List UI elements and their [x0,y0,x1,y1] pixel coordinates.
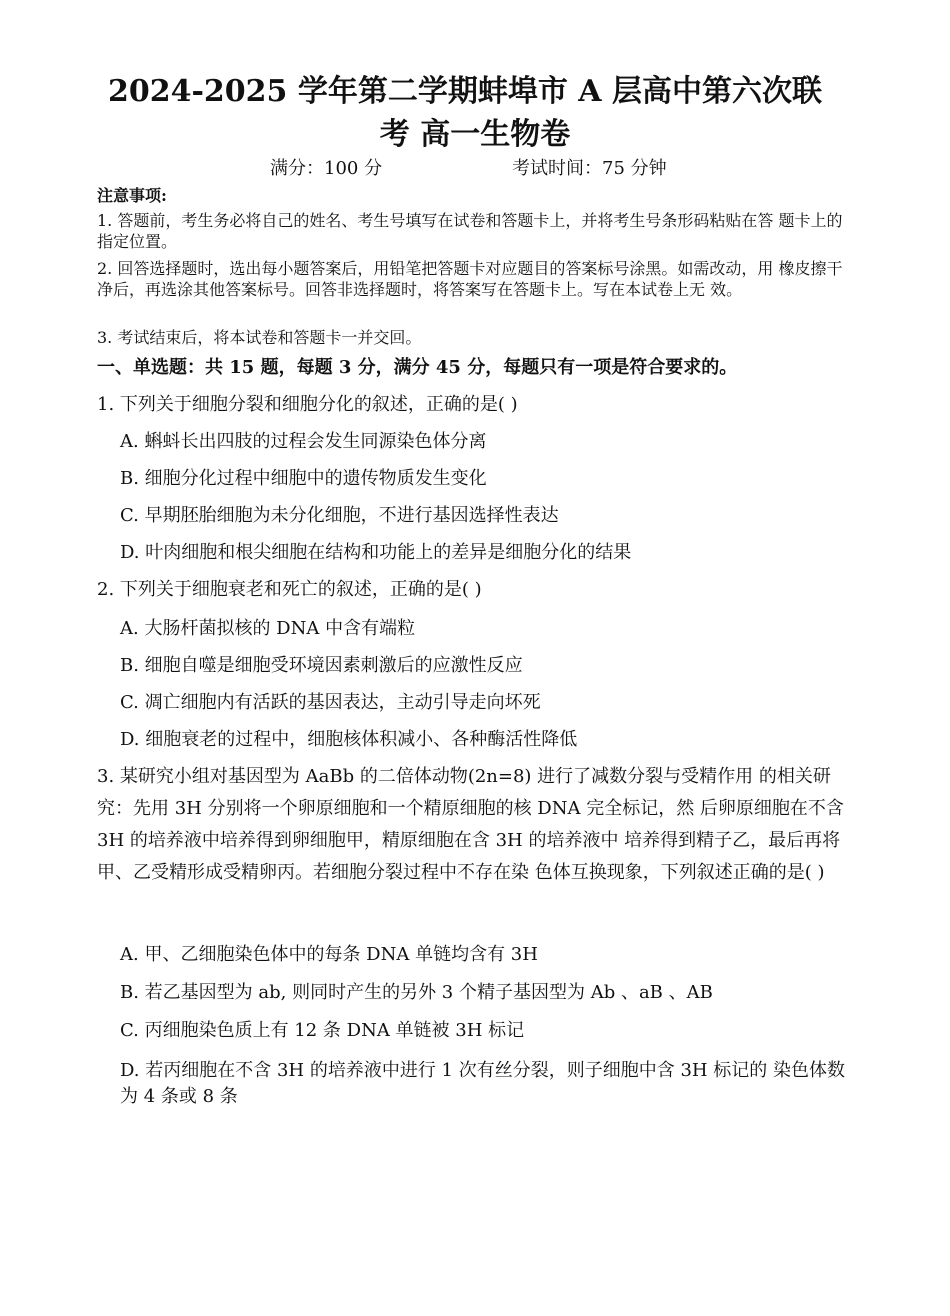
question-2-option-b: B. 细胞自噬是细胞受环境因素刺激后的应激性反应 [120,655,523,676]
question-3-option-a: A. 甲、乙细胞染色体中的每条 DNA 单链均含有 3H [120,944,538,965]
question-1-option-d: D. 叶肉细胞和根尖细胞在结构和功能上的差异是细胞分化的结果 [120,542,632,563]
question-1-option-c: C. 早期胚胎细胞为未分化细胞，不进行基因选择性表达 [120,505,559,526]
question-1-stem: 1. 下列关于细胞分裂和细胞分化的叙述，正确的是( ) [97,394,518,415]
question-2-option-a: A. 大肠杆菌拟核的 DNA 中含有端粒 [120,618,416,639]
question-2-option-c: C. 凋亡细胞内有活跃的基因表达，主动引导走向坏死 [120,692,541,713]
notice-item-2: 2. 回答选择题时，选出每小题答案后，用铅笔把答题卡对应题目的答案标号涂黑。如需改动，用 橡皮擦干净后，再选涂其他答案标号。回答非选择题时，将答案写在答题卡上。写在本试卷上无 效。 [97,259,843,299]
exam-title-line2: 考 高一生物卷 [379,117,571,152]
question-2-stem: 2. 下列关于细胞衰老和死亡的叙述，正确的是( ) [97,579,482,600]
notice-item-3: 3. 考试结束后，将本试卷和答题卡一并交回。 [97,328,422,347]
question-3-option-c: C. 丙细胞染色质上有 12 条 DNA 单链被 3H 标记 [120,1020,525,1041]
notice-title: 注意事项: [97,186,167,205]
question-1-option-a: A. 蝌蚪长出四肢的过程会发生同源染色体分离 [120,431,487,452]
question-2-option-d: D. 细胞衰老的过程中，细胞核体积减小、各种酶活性降低 [120,729,578,750]
question-1-option-b: B. 细胞分化过程中细胞中的遗传物质发生变化 [120,468,487,489]
exam-time: 考试时间：75 分钟 [512,158,667,179]
exam-title-line1: 2024-2025 学年第二学期蚌埠市 A 层高中第六次联 [107,74,823,109]
question-3-stem: 3. 某研究小组对基因型为 AaBb 的二倍体动物(2n=8) 进行了减数分裂与受精作用 的相关研究：先用 3H 分别将一个卵原细胞和一个精原细胞的核 DNA 完全标记，然 后卵原细胞在不含 3H 的培养液中培养得到卵细胞甲，精原细胞在含 3H 的培养液中 培养得到精子乙，最后再将甲、乙受精形成受精卵丙。若细胞分裂过程中不存在染 色体互换现象，下列叙述正确的是( ) [97,766,844,883]
question-3-option-d: D. 若丙细胞在不含 3H 的培养液中进行 1 次有丝分裂，则子细胞中含 3H 标记的 染色体数为 4 条或 8 条 [120,1060,846,1107]
full-score: 满分：100 分 [270,158,383,179]
question-3-option-b: B. 若乙基因型为 ab, 则同时产生的另外 3 个精子基因型为 Ab 、aB 、AB [120,982,713,1003]
section-heading: 一、单选题：共 15 题，每题 3 分，满分 45 分，每题只有一项是符合要求的。 [97,357,738,378]
notice-item-1: 1. 答题前，考生务必将自己的姓名、考生号填写在试卷和答题卡上，并将考生号条形码粘贴在答 题卡上的指定位置。 [97,211,843,251]
